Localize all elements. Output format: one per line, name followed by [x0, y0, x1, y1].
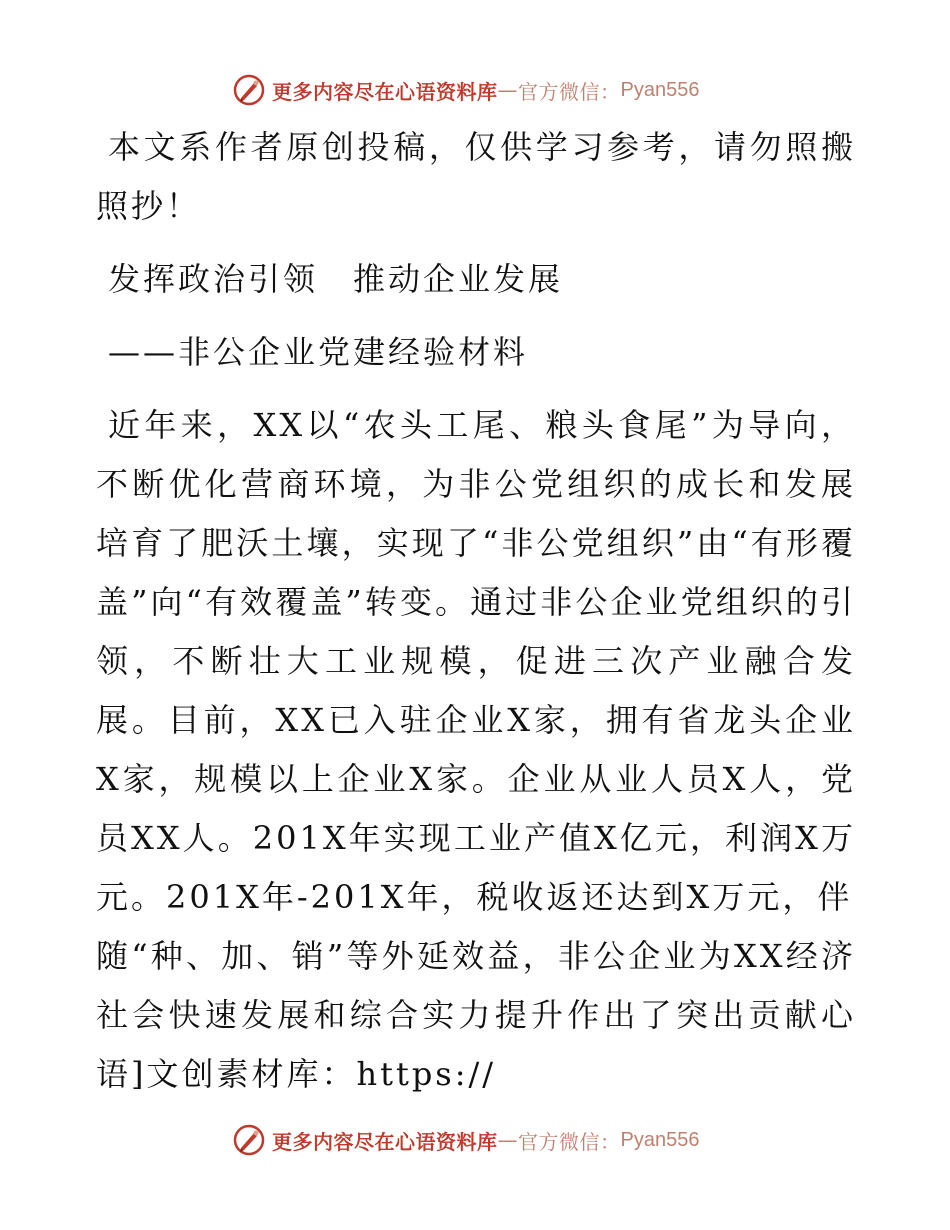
banner-brand-text: 更多内容尽在心语资料库 [272, 79, 498, 104]
body-paragraph-1: 近年来，XX以“农头工尾、粮头食尾”为导向，不断优化营商环境，为非公党组织的成长和发展培育了肥沃土壤，实现了“非公党组织”由“有形覆盖”向“有效覆盖”转变。通过非公企业党组织的引领，不断壮大工业规模，促进三次产业融合发展。目前，XX已入驻企业X家，拥有省龙头企业X家，规模以上企业X家。企业从业人员X人，党员XX人。201X年实现工业产值X亿元，利润X万元。201X年-201X年，税收返还达到X万元，伴 [96, 406, 856, 916]
document-subtitle: ——非公企业党建经验材料 [108, 333, 529, 371]
pen-logo-icon [232, 73, 266, 107]
header-watermark-banner [232, 70, 699, 110]
banner-official-label: 官方微信： [518, 79, 621, 104]
copyright-notice: 本文系作者原创投稿，仅供学习参考，请勿照搬照抄！ [96, 128, 856, 225]
pen-logo-icon [232, 1123, 266, 1157]
banner-separator: — [497, 78, 518, 102]
document-body [96, 118, 856, 1104]
document-title: 发挥政治引领 推动企业发展 [108, 260, 564, 298]
banner-wechat-id: Pyan556 [620, 78, 700, 101]
banner-brand-text: 更多内容尽在心语资料库 [272, 1129, 498, 1154]
footer-watermark-banner [232, 1120, 699, 1160]
banner-wechat-id: Pyan556 [620, 1128, 700, 1151]
banner-official-label: 官方微信： [518, 1129, 621, 1154]
body-paragraph-2: 随“种、加、销”等外延效益，非公企业为XX经济社会快速发展和综合实力提升作出了突出贡献心语]文创素材库：https:// [96, 937, 856, 1093]
banner-separator: — [497, 1128, 518, 1152]
